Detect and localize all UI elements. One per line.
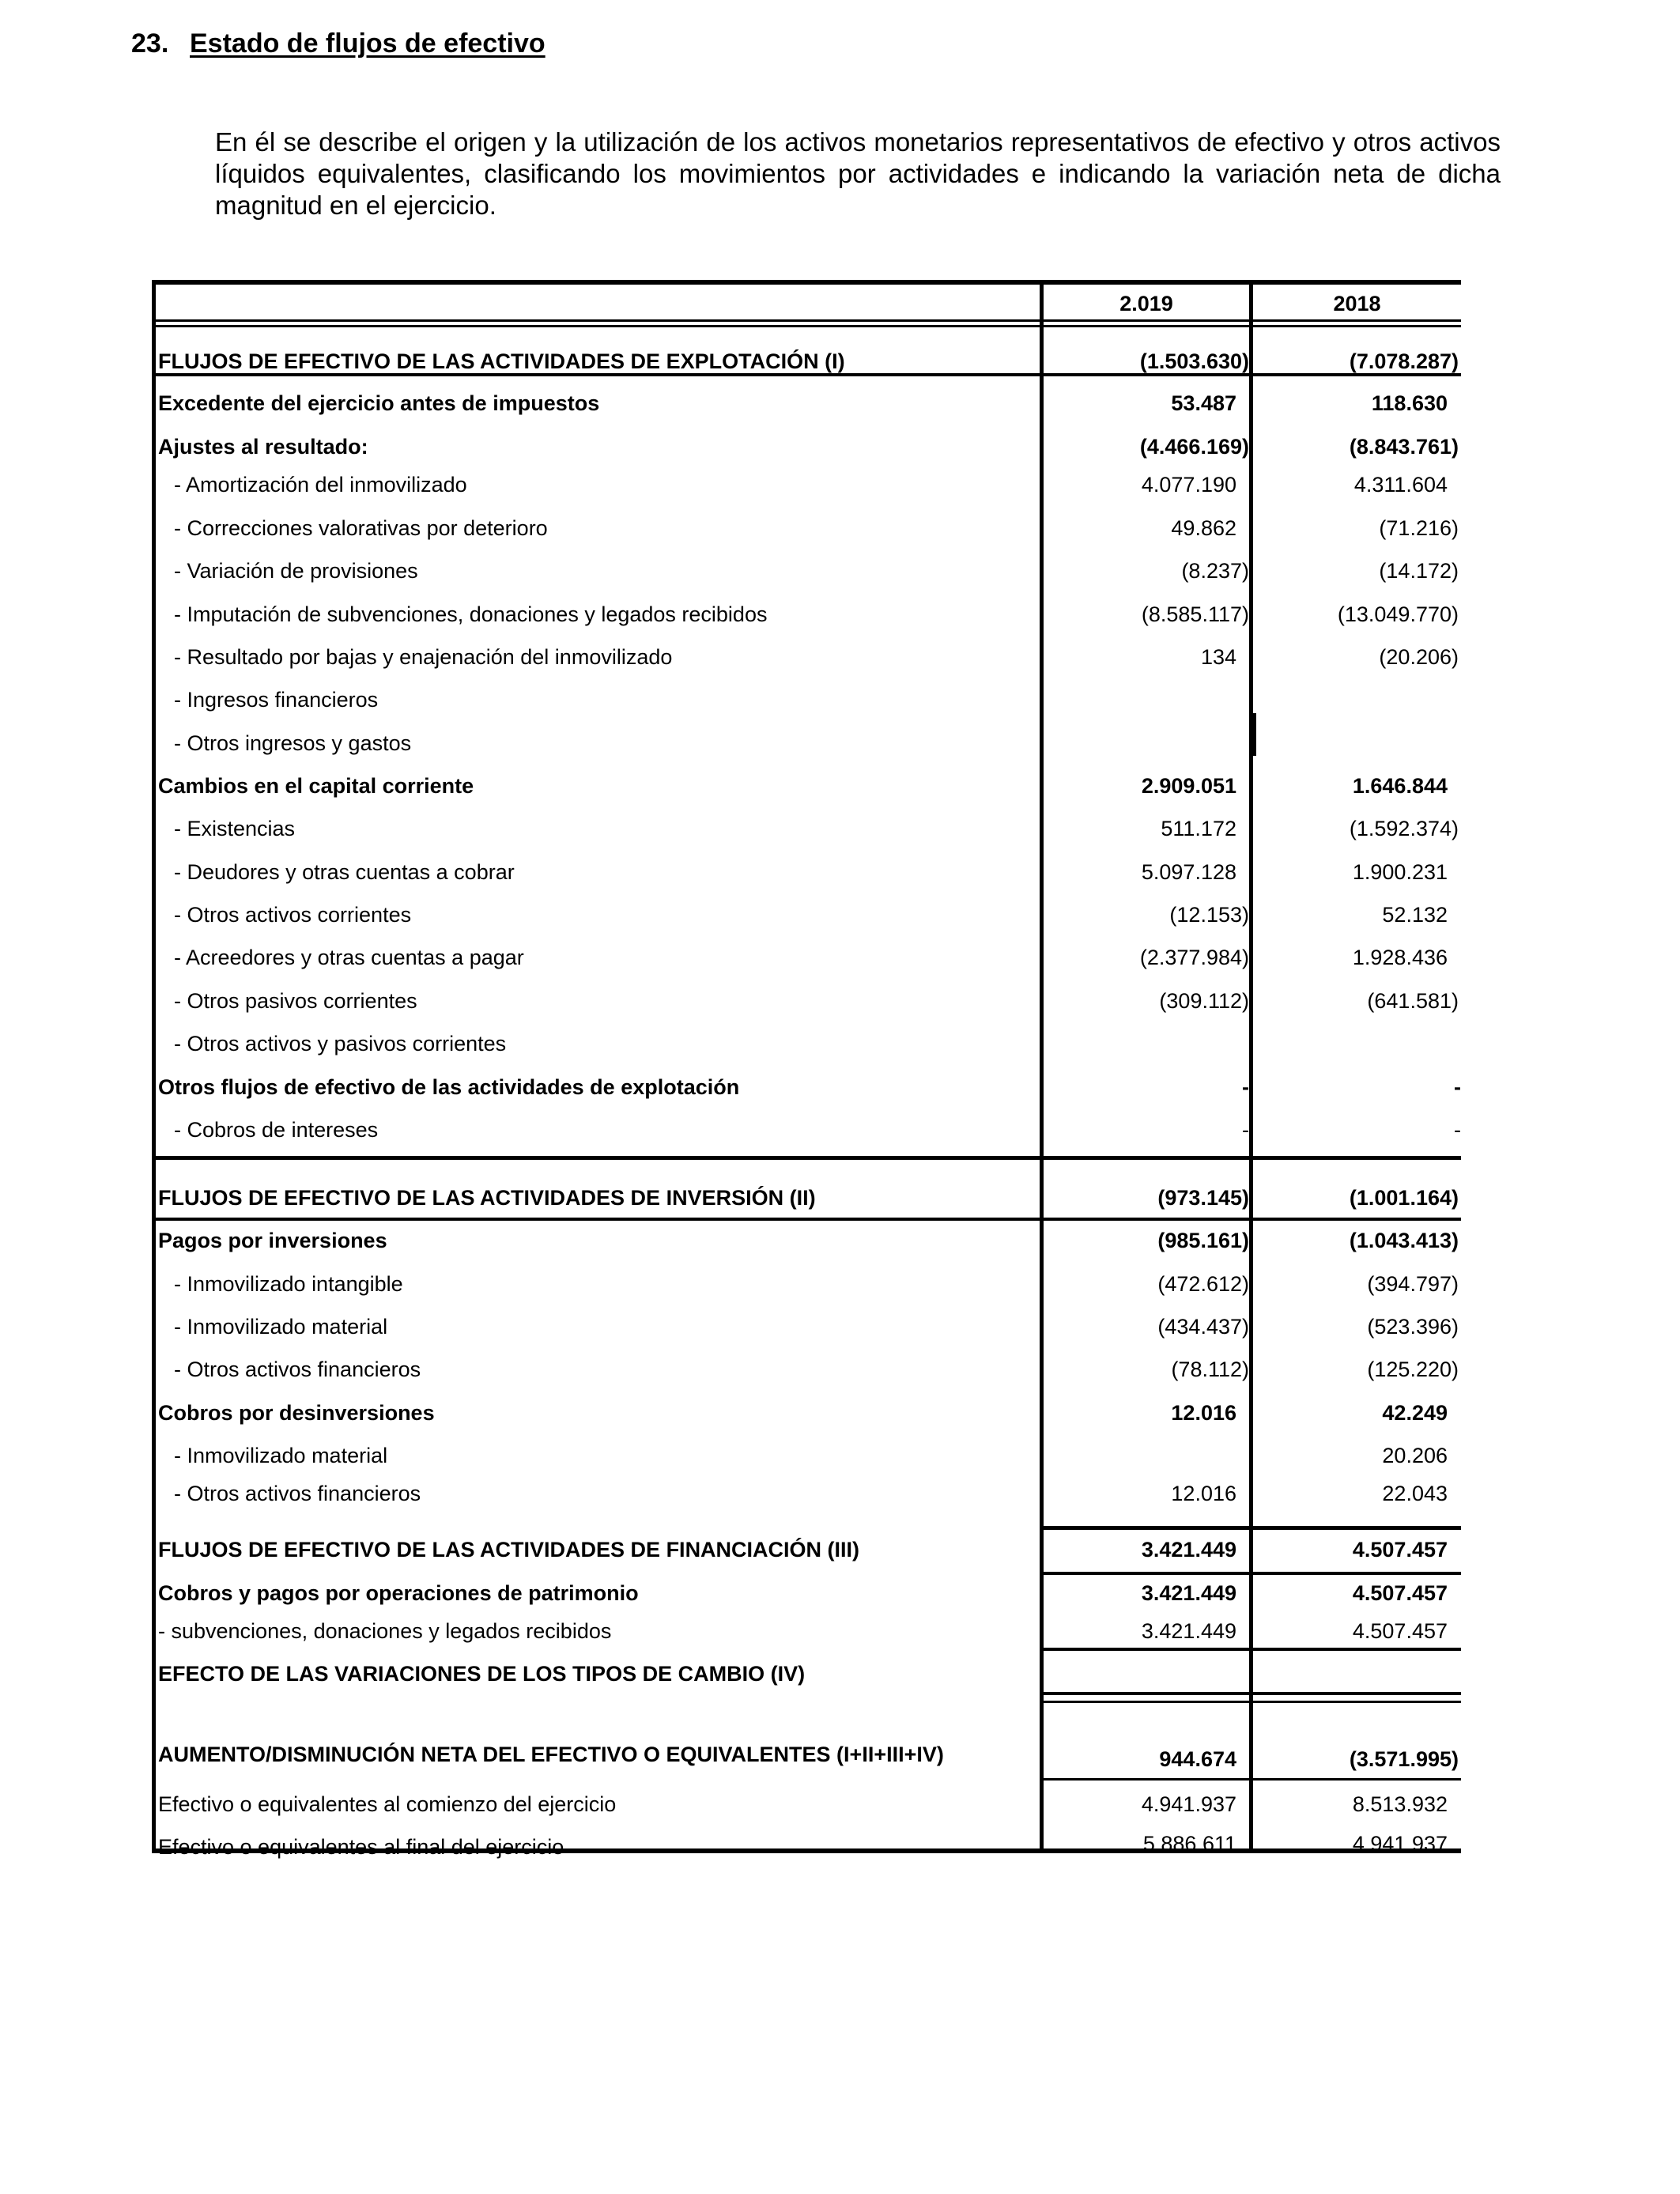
value-2018: (125.220) bbox=[1367, 1358, 1459, 1381]
table-row bbox=[152, 1735, 1461, 1774]
table-row bbox=[152, 1067, 1461, 1107]
table-row bbox=[152, 1221, 1461, 1260]
value-2018: 4.507.457 bbox=[1352, 1619, 1448, 1643]
value-2018: 8.513.932 bbox=[1352, 1792, 1448, 1816]
value-2019: (973.145) bbox=[1157, 1186, 1249, 1210]
table-row bbox=[152, 680, 1461, 719]
value-2019: (309.112) bbox=[1159, 989, 1249, 1013]
header-rule-2 bbox=[152, 325, 1461, 327]
value-2018: - bbox=[1454, 1075, 1461, 1099]
table-row bbox=[152, 1654, 1461, 1694]
row-label: - subvenciones, donaciones y legados recibidos bbox=[158, 1619, 612, 1643]
value-2018: - bbox=[1454, 1118, 1461, 1142]
table-row bbox=[152, 1530, 1461, 1569]
value-2019: 4.077.190 bbox=[1141, 473, 1236, 497]
row-label: - Otros activos financieros bbox=[174, 1482, 421, 1505]
row-label: - Variación de provisiones bbox=[174, 559, 418, 583]
row-label: Pagos por inversiones bbox=[158, 1229, 387, 1252]
value-2018: (1.001.164) bbox=[1349, 1186, 1459, 1210]
table-row bbox=[152, 1307, 1461, 1346]
table-row bbox=[152, 383, 1461, 423]
column-header-2019: 2.019 bbox=[1119, 292, 1173, 315]
value-2019: (985.161) bbox=[1157, 1229, 1249, 1252]
table-row bbox=[152, 637, 1461, 677]
value-2018: (8.843.761) bbox=[1349, 435, 1459, 459]
value-2018: (641.581) bbox=[1367, 989, 1459, 1013]
row-label: FLUJOS DE EFECTIVO DE LAS ACTIVIDADES DE INVERSIÓN (II) bbox=[158, 1186, 816, 1210]
row-label: Efectivo o equivalentes al comienzo del ejercicio bbox=[158, 1792, 617, 1816]
value-2019 bbox=[1044, 680, 1236, 719]
value-2018 bbox=[1253, 1024, 1448, 1063]
value-2018: (14.172) bbox=[1379, 559, 1459, 583]
value-2019: (434.437) bbox=[1157, 1315, 1249, 1339]
table-row bbox=[152, 1393, 1461, 1433]
row-label: FLUJOS DE EFECTIVO DE LAS ACTIVIDADES DE EXPLOTACIÓN (I) bbox=[158, 349, 845, 373]
row-label: - Correcciones valorativas por deterioro bbox=[174, 516, 548, 540]
value-2018: 4.507.457 bbox=[1352, 1538, 1448, 1561]
row-label: - Otros activos financieros bbox=[174, 1358, 421, 1381]
value-2019: 944.674 bbox=[1159, 1747, 1236, 1771]
row-label: Ajustes al resultado: bbox=[158, 435, 368, 459]
row-label: - Otros ingresos y gastos bbox=[174, 731, 412, 755]
value-2018 bbox=[1253, 680, 1448, 719]
value-2018: (1.043.413) bbox=[1349, 1229, 1459, 1252]
value-2019: (12.153) bbox=[1169, 903, 1249, 927]
value-2019: 5.886.611 bbox=[1142, 1832, 1236, 1856]
value-2018: (7.078.287) bbox=[1349, 349, 1459, 373]
table-row bbox=[152, 1436, 1461, 1475]
table-row bbox=[152, 1024, 1461, 1063]
rule-tipos-cambio-2 bbox=[1040, 1701, 1461, 1703]
value-2019 bbox=[1044, 1024, 1236, 1063]
value-2019: 12.016 bbox=[1171, 1482, 1236, 1505]
table-row bbox=[152, 1350, 1461, 1389]
row-label: - Cobros de intereses bbox=[174, 1118, 379, 1142]
row-label: - Existencias bbox=[174, 817, 296, 840]
value-2018 bbox=[1253, 723, 1448, 763]
row-label: - Inmovilizado intangible bbox=[174, 1272, 403, 1296]
value-2018: (71.216) bbox=[1379, 516, 1459, 540]
value-2019: 53.487 bbox=[1171, 391, 1236, 415]
value-2018: 22.043 bbox=[1382, 1482, 1448, 1505]
table-row bbox=[152, 595, 1461, 634]
table-row bbox=[152, 1178, 1461, 1218]
row-label: Efectivo o equivalentes al final del ejercicio bbox=[158, 1835, 564, 1859]
value-2019: 3.421.449 bbox=[1141, 1538, 1236, 1561]
row-label: Otros flujos de efectivo de las actividades de explotación bbox=[158, 1075, 740, 1099]
value-2019: 12.016 bbox=[1171, 1401, 1236, 1425]
value-2018: 4.941.937 bbox=[1352, 1832, 1448, 1856]
value-2019-cell bbox=[1044, 342, 1249, 381]
value-2018: 4.311.604 bbox=[1353, 473, 1448, 497]
table-row bbox=[152, 427, 1461, 466]
value-2019 bbox=[1044, 1654, 1236, 1694]
rule-inversion-top bbox=[152, 1156, 1461, 1160]
row-label: Cambios en el capital corriente bbox=[158, 774, 474, 798]
section-number: 23. bbox=[131, 28, 169, 59]
table-row bbox=[152, 1110, 1461, 1150]
value-2019: (472.612) bbox=[1157, 1272, 1249, 1296]
row-label: Cobros por desinversiones bbox=[158, 1401, 435, 1425]
row-label: - Amortización del inmovilizado bbox=[174, 473, 467, 497]
value-2019: 511.172 bbox=[1161, 817, 1236, 840]
table-row bbox=[152, 809, 1461, 848]
value-2019 bbox=[1044, 723, 1236, 763]
value-2018: (3.571.995) bbox=[1349, 1747, 1459, 1771]
value-2018: (1.592.374) bbox=[1349, 817, 1459, 840]
table-row bbox=[152, 938, 1461, 977]
row-label: - Otros pasivos corrientes bbox=[174, 989, 417, 1013]
table-row bbox=[152, 1827, 1461, 1867]
value-2018: 118.630 bbox=[1371, 391, 1448, 415]
value-2018 bbox=[1253, 1654, 1448, 1694]
section-heading bbox=[131, 28, 546, 59]
value-2019: (1.503.630) bbox=[1139, 349, 1249, 373]
value-2018: 4.507.457 bbox=[1352, 1581, 1448, 1605]
table-row bbox=[152, 1784, 1461, 1824]
table-row bbox=[152, 1611, 1461, 1651]
value-2019: 3.421.449 bbox=[1141, 1581, 1236, 1605]
value-2019: 2.909.051 bbox=[1141, 774, 1236, 798]
row-label: - Otros activos corrientes bbox=[174, 903, 412, 927]
row-label: Excedente del ejercicio antes de impuestos bbox=[158, 391, 600, 415]
cell-mark bbox=[1249, 713, 1256, 756]
value-2018: 1.928.436 bbox=[1352, 946, 1448, 969]
value-2019: (2.377.984) bbox=[1139, 946, 1249, 969]
row-label: - Deudores y otras cuentas a cobrar bbox=[174, 860, 515, 884]
row-label: - Otros activos y pasivos corrientes bbox=[174, 1032, 507, 1055]
value-2018: 1.646.844 bbox=[1352, 774, 1448, 798]
value-2019: 49.862 bbox=[1171, 516, 1236, 540]
table-top-border bbox=[152, 280, 1461, 285]
value-2019 bbox=[1044, 1436, 1236, 1475]
value-2019: - bbox=[1242, 1075, 1249, 1099]
table-row bbox=[152, 508, 1461, 548]
value-2019: (78.112) bbox=[1171, 1358, 1249, 1381]
value-2019: 5.097.128 bbox=[1141, 860, 1236, 884]
table-row bbox=[152, 551, 1461, 591]
value-2018: 1.900.231 bbox=[1352, 860, 1448, 884]
table-row bbox=[152, 1264, 1461, 1304]
value-2018: 20.206 bbox=[1382, 1444, 1448, 1467]
table-row bbox=[152, 1474, 1461, 1513]
table-row bbox=[152, 1573, 1461, 1613]
row-label: - Resultado por bajas y enajenación del inmovilizado bbox=[174, 645, 673, 669]
value-2019: (8.585.117) bbox=[1141, 602, 1249, 626]
value-2018: 52.132 bbox=[1382, 903, 1448, 927]
value-2019: 4.941.937 bbox=[1141, 1792, 1236, 1816]
row-label: AUMENTO/DISMINUCIÓN NETA DEL EFECTIVO O EQUIVALENTES (I+II+III+IV) bbox=[158, 1743, 944, 1766]
row-label: FLUJOS DE EFECTIVO DE LAS ACTIVIDADES DE FINANCIACIÓN (III) bbox=[158, 1538, 860, 1561]
row-label: - Ingresos financieros bbox=[174, 688, 379, 712]
value-2019: - bbox=[1242, 1118, 1249, 1142]
table-row bbox=[152, 465, 1461, 504]
table-row bbox=[152, 852, 1461, 892]
table-row bbox=[152, 895, 1461, 935]
row-label: - Inmovilizado material bbox=[174, 1444, 388, 1467]
row-label: EFECTO DE LAS VARIACIONES DE LOS TIPOS DE CAMBIO (IV) bbox=[158, 1662, 806, 1686]
cash-flow-table bbox=[152, 280, 1461, 1859]
table-row bbox=[152, 342, 1461, 381]
value-2019: 3.421.449 bbox=[1141, 1619, 1236, 1643]
value-2018: (20.206) bbox=[1379, 645, 1459, 669]
row-label: Cobros y pagos por operaciones de patrimonio bbox=[158, 1581, 639, 1605]
intro-paragraph: En él se describe el origen y la utilización de los activos monetarios representativos de efectivo y otros activos líquidos equivalentes, clasificando los movimientos por actividades e indicando la variación neta de dicha magnitud en el ejercicio. bbox=[215, 127, 1501, 220]
value-2019: (8.237) bbox=[1181, 559, 1249, 583]
table-row bbox=[152, 981, 1461, 1021]
header-rule bbox=[152, 319, 1461, 322]
value-2019: (4.466.169) bbox=[1139, 435, 1249, 459]
value-2019: 134 bbox=[1200, 645, 1236, 669]
section-title: Estado de flujos de efectivo bbox=[190, 28, 546, 59]
row-label: - Acreedores y otras cuentas a pagar bbox=[174, 946, 524, 969]
value-2018: (523.396) bbox=[1367, 1315, 1459, 1339]
value-2018: (394.797) bbox=[1367, 1272, 1459, 1296]
row-label: - Inmovilizado material bbox=[174, 1315, 388, 1339]
value-2018: 42.249 bbox=[1382, 1401, 1448, 1425]
value-2018: (13.049.770) bbox=[1337, 602, 1459, 626]
column-header-2018: 2018 bbox=[1333, 292, 1381, 315]
table-row bbox=[152, 723, 1461, 763]
table-row bbox=[152, 766, 1461, 806]
row-label: - Imputación de subvenciones, donaciones y legados recibidos bbox=[174, 602, 768, 626]
